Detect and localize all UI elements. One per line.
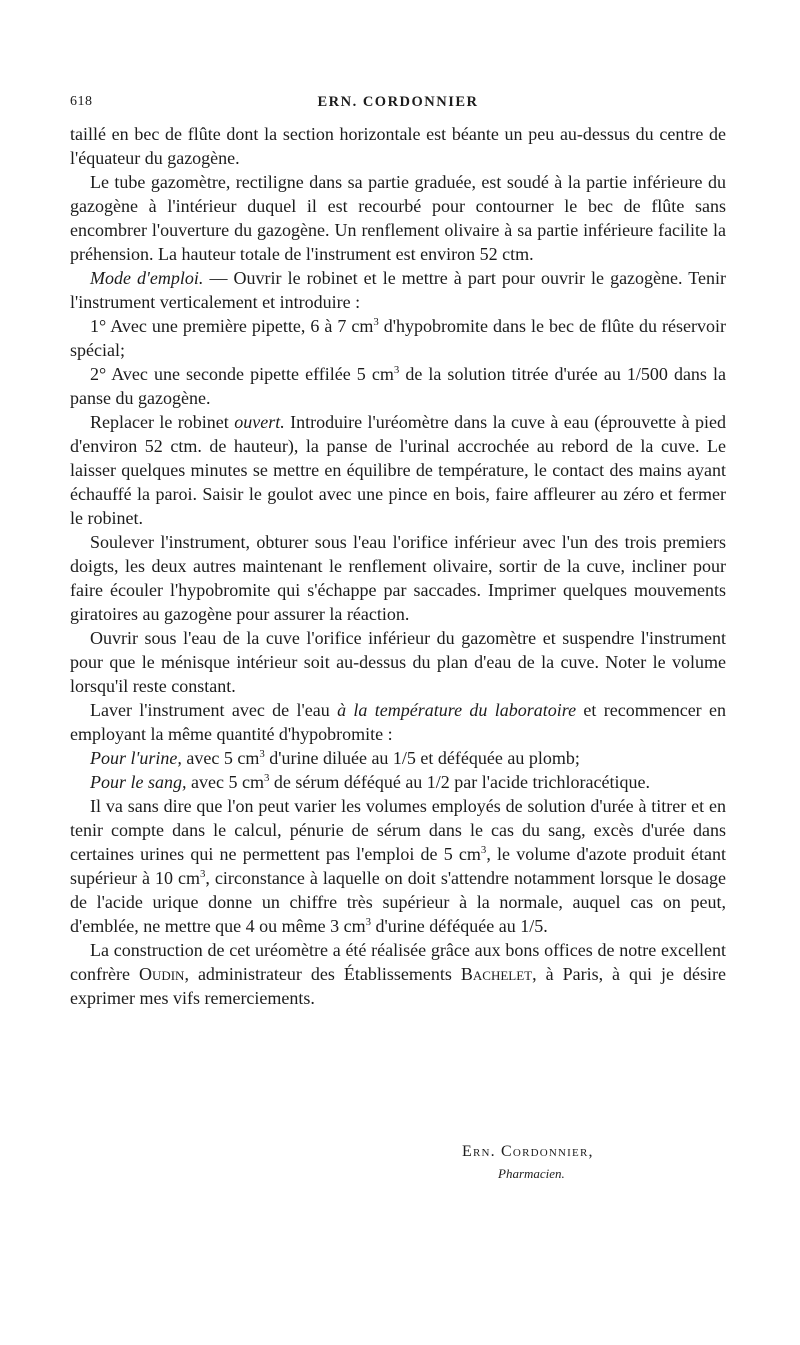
paragraph-ouvrir: Ouvrir sous l'eau de la cuve l'orifice inférieur du gazomètre et suspendre l'instrument pour que le ménisque intérieur soit au-dessus du plan d'eau de la cuve. Noter le volume lorsqu'il reste constant.	[70, 628, 726, 696]
replacer-text-b: Introduire l'uréomètre dans la cuve à eau (éprouvette à pied d'environ 52 ctm. de hauteur), la panse de l'urinal accrochée au rebord de la cuve. Le laisser quelques minutes se mettre en équilibre de température, le contact des mains ayant échauffé la paroi. Saisir le goulot avec une pince en bois, faire affleurer au zéro et fermer le robinet.	[70, 412, 727, 528]
laver-emphasis: à la température du laboratoire	[337, 700, 577, 720]
signature-role: Pharmacien.	[498, 1166, 565, 1181]
urine-text-a: avec 5 cm	[181, 748, 260, 768]
sang-text-a: avec 5 cm	[186, 772, 264, 792]
step-2	[70, 362, 726, 410]
paragraph-construction	[70, 938, 726, 1010]
sang-emphasis: Pour le sang,	[90, 772, 187, 792]
replacer-emphasis: ouvert.	[234, 412, 285, 432]
sang-sup: 3	[263, 772, 270, 784]
page-header	[70, 94, 726, 114]
paragraph-mode-emploi	[70, 266, 726, 314]
construction-text-a: La construction de cet uréomètre a été réalisée grâce aux bons offices de notre excellent confrère	[70, 940, 726, 984]
step-1-sup: 3	[373, 316, 379, 328]
mode-label: Mode d'emploi.	[90, 268, 204, 288]
urine-emphasis: Pour l'urine,	[90, 748, 182, 768]
name-bachelet: Bachelet	[460, 964, 533, 984]
ilva-sup-3: 3	[365, 916, 372, 928]
paragraph-il-va	[70, 794, 726, 938]
signature	[462, 1141, 594, 1185]
sang-text-b: de sérum déféqué au 1/2 par l'acide trichloracétique.	[269, 772, 650, 792]
construction-text-b: , administrateur des Établissements	[184, 964, 461, 984]
paragraph-sang	[70, 770, 726, 794]
replacer-text-a: Replacer le robinet	[90, 412, 235, 432]
ilva-text-b: , le volume d'azote produit étant supérieur à 10 cm	[70, 844, 726, 888]
construction-text-c: , à Paris, à qui je désire exprimer mes vifs remerciements.	[70, 964, 726, 1008]
paragraph-tube-gazometre: Le tube gazomètre, rectiligne dans sa partie graduée, est soudé à la partie inférieure du gazogène à l'intérieur duquel il est recourbé pour contourner le bec de flûte sans encombrer l'ouverture du gazogène. Un renflement olivaire à sa partie inférieure facilite la préhension. La hauteur totale de l'instrument est environ 52 ctm.	[70, 172, 726, 264]
body-text	[70, 122, 726, 1010]
page-number: 618	[70, 94, 93, 109]
paragraph-urine	[70, 746, 726, 770]
urine-text-b: d'urine diluée au 1/5 et déféquée au plomb;	[264, 748, 580, 768]
paragraph-laver	[70, 698, 726, 746]
paragraph-continuation: taillé en bec de flûte dont la section horizontale est béante un peu au-dessus du centre de l'équateur du gazogène.	[70, 124, 726, 168]
mode-text: — Ouvrir le robinet et le mettre à part pour ouvrir le gazogène. Tenir l'instrument verticalement et introduire :	[70, 268, 726, 312]
signature-name: Ern. Cordonnier,	[462, 1143, 594, 1160]
name-oudin: Oudin	[138, 964, 185, 984]
ilva-text-a: Il va sans dire que l'on peut varier les volumes employés de solution d'urée à titrer et en tenir compte dans le calcul, pénurie de sérum dans le cas du sang, excès d'urée dans certaines urines qui ne permettent pas l'emploi de 5 cm	[70, 796, 726, 864]
paragraph-soulever: Soulever l'instrument, obturer sous l'eau l'orifice inférieur avec l'un des trois premiers doigts, les deux autres maintenant le renflement olivaire, sortir de la cuve, incliner pour faire écouler l'hypobromite qui s'échappe par saccades. Imprimer quelques mouvements giratoires au gazogène pour assurer la réaction.	[70, 532, 726, 624]
paragraph-replacer	[70, 410, 726, 530]
step-1-text-b: d'hypobromite dans le bec de flûte du réservoir spécial;	[70, 316, 726, 360]
ilva-sup-1: 3	[480, 844, 487, 856]
step-1	[70, 314, 726, 362]
laver-text-b: et recommencer en employant la même quantité d'hypobromite :	[70, 700, 727, 744]
step-2-text-a: 2° Avec une seconde pipette effilée 5 cm	[90, 364, 394, 384]
ilva-text-c: , circonstance à laquelle on doit s'attendre notamment lorsque le dosage de l'acide urique donne un chiffre très supérieur à la normale, auquel cas on peut, d'emblée, ne mettre que 4 ou même 3 cm	[70, 868, 726, 936]
step-2-sup: 3	[393, 364, 400, 376]
running-head: ERN. CORDONNIER	[317, 94, 479, 110]
ilva-sup-2: 3	[199, 868, 206, 880]
step-2-text-b: de la solution titrée d'urée au 1/500 dans la panse du gazogène.	[70, 364, 726, 408]
urine-sup: 3	[259, 748, 265, 760]
laver-text-a: Laver l'instrument avec de l'eau	[90, 700, 338, 720]
step-1-text-a: 1° Avec une première pipette, 6 à 7 cm	[90, 316, 374, 336]
ilva-text-d: d'urine déféquée au 1/5.	[371, 916, 548, 936]
